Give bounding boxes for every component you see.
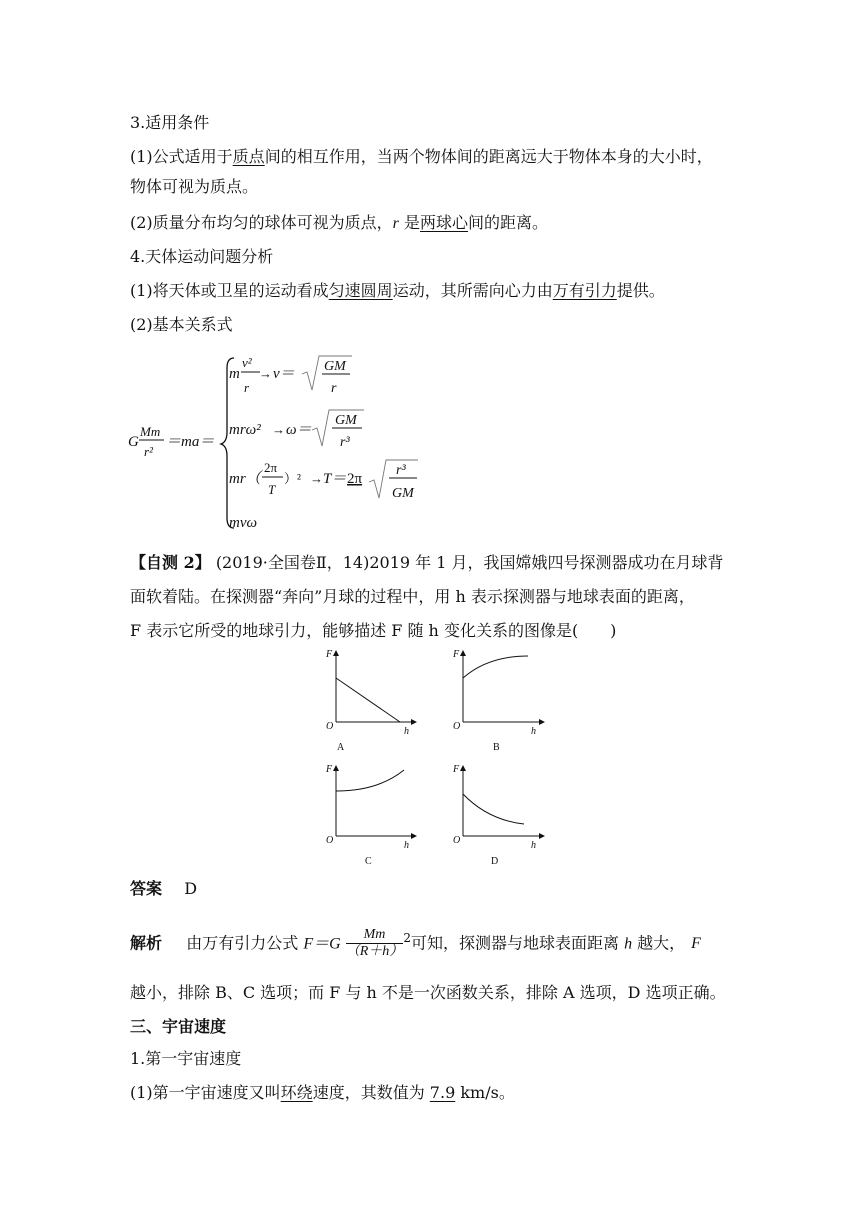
section-three-item-1	[130, 1082, 515, 1104]
graph-d-xaxis: h	[531, 840, 536, 851]
analysis-line-2: 越小，排除 B、C 选项；而 F 与 h 不是一次函数关系，排除 A 选项，D 选项正确。	[130, 983, 726, 1002]
b3-den: T	[268, 482, 276, 497]
question-tag: 【自测 2】	[130, 553, 211, 572]
blank-answer: 匀速圆周	[328, 281, 393, 300]
text: (2019·全国卷Ⅱ，14)2019 年 1 月，我国嫦娥四号探测器成功在月球背	[215, 553, 724, 572]
text: 间的距离。	[468, 213, 549, 232]
b1-rden: r	[331, 381, 337, 396]
text: (2)质量分布均匀的球体可视为质点，	[130, 213, 393, 232]
answer-label: 答案	[130, 879, 163, 898]
text: 间的相互作用，当两个物体间的距离远大于物体本身的大小时，	[264, 147, 713, 166]
section-3-title: 3.适用条件	[130, 113, 210, 132]
graph-b-xaxis: h	[531, 726, 536, 737]
section-4-title: 4.天体运动问题分析	[130, 247, 274, 266]
text: 是	[398, 213, 420, 232]
b3-rden: GM	[392, 486, 414, 501]
fraction	[346, 927, 404, 960]
analysis-line-1	[130, 918, 701, 958]
graph-a-xaxis: h	[404, 726, 409, 737]
graph-c-label: C	[365, 856, 372, 867]
b3-num: 2π	[264, 460, 278, 475]
answer-value: D	[184, 879, 198, 898]
b2-arrow: →	[272, 422, 285, 437]
graph-c-yaxis: F	[326, 764, 333, 775]
section-three-sub1: 1.第一宇宙速度	[130, 1049, 242, 1068]
graph-b-yaxis: F	[453, 649, 460, 660]
graph-b-origin: O	[453, 721, 461, 732]
b3-2pi: 2π	[347, 471, 363, 487]
graph-d-curve	[463, 794, 524, 824]
analysis-label: 解析	[130, 933, 163, 953]
b1-den: r	[244, 380, 250, 395]
blank-answer: 两球心	[420, 213, 469, 232]
formula-left-num: Mm	[140, 424, 161, 439]
formula-left-den: r²	[144, 444, 153, 459]
text: 可知，探测器与地球表面距离	[410, 933, 619, 953]
graph-c-curve	[336, 770, 404, 791]
question-line-2: 面软着陆。在探测器“奔向”月球的过程中，用 h 表示探测器与地球表面的距离，	[130, 587, 695, 606]
graph-b-curve	[463, 656, 528, 678]
b3-T: T＝	[323, 471, 347, 487]
text: ＝G	[313, 935, 341, 953]
graph-c-xaxis: h	[404, 840, 409, 851]
question-line-1	[130, 552, 724, 574]
blank-answer: 万有引力	[552, 281, 617, 300]
text: (1)将天体或卫星的运动看成	[130, 281, 329, 300]
b4: mvω	[229, 515, 258, 531]
blank-answer: 环绕	[280, 1083, 313, 1102]
b3-close: ）²	[284, 471, 301, 486]
b1-num: v²	[242, 355, 252, 370]
gravitation-formula	[126, 352, 466, 532]
text: 由万有引力公式	[186, 933, 299, 953]
section-3-item-2	[130, 212, 548, 235]
formula-left-eq: ＝ma＝	[166, 434, 215, 450]
b1-m: m	[229, 366, 240, 382]
question-line-3: F 表示它所受的地球引力，能够描述 F 随 h 变化关系的图像是( )	[130, 621, 617, 640]
section-4-item-2: (2)基本关系式	[130, 315, 233, 334]
graph-a-label: A	[337, 742, 345, 753]
text: 越大，	[637, 933, 686, 953]
section-three-title: 三、宇宙速度	[130, 1017, 227, 1036]
text: (1)公式适用于	[130, 147, 233, 166]
blank-answer: 质点	[232, 147, 265, 166]
numerator: Mm	[346, 927, 404, 944]
section-3-item-1	[130, 146, 713, 168]
section-3-item-1-cont: 物体可视为质点。	[130, 177, 259, 196]
graph-a-yaxis: F	[326, 649, 333, 660]
b3-arrow: →	[310, 471, 323, 486]
answer-line	[130, 878, 197, 900]
curly-brace	[221, 358, 234, 528]
var-F: F	[303, 935, 314, 953]
graph-d-yaxis: F	[453, 764, 460, 775]
b3-mr: mr（	[229, 471, 261, 487]
graph-b-label: B	[493, 742, 500, 753]
b1-arrow: →	[259, 366, 272, 381]
b1-v: v＝	[273, 366, 295, 382]
b2-rden: r³	[340, 435, 350, 450]
text: 运动，其所需向心力由	[392, 281, 553, 300]
graph-a-curve	[336, 678, 400, 722]
option-graphs	[318, 648, 558, 870]
b2-expr: mrω²	[229, 422, 261, 438]
graph-d-origin: O	[453, 835, 461, 846]
graph-a-origin: O	[326, 721, 334, 732]
b2-rnum: GM	[335, 413, 357, 428]
graph-c-origin: O	[326, 835, 334, 846]
b3-rnum: r³	[396, 463, 406, 478]
var-h: h	[624, 935, 633, 953]
formula-G: G	[128, 434, 139, 450]
b1-rnum: GM	[324, 359, 346, 374]
var-F: F	[691, 935, 701, 953]
graph-d-label: D	[491, 856, 499, 867]
text: km/s。	[460, 1083, 515, 1102]
text: 提供。	[616, 281, 665, 300]
b2-w: ω＝	[286, 422, 312, 438]
denominator: （R＋h）	[345, 944, 404, 960]
exponent: 2	[403, 931, 411, 945]
var-r: r	[392, 215, 399, 232]
section-4-item-1	[130, 280, 665, 302]
blank-answer: 7.9	[429, 1083, 456, 1102]
text: (1)第一宇宙速度又叫	[130, 1083, 281, 1102]
text: 速度，其数值为	[312, 1083, 425, 1102]
